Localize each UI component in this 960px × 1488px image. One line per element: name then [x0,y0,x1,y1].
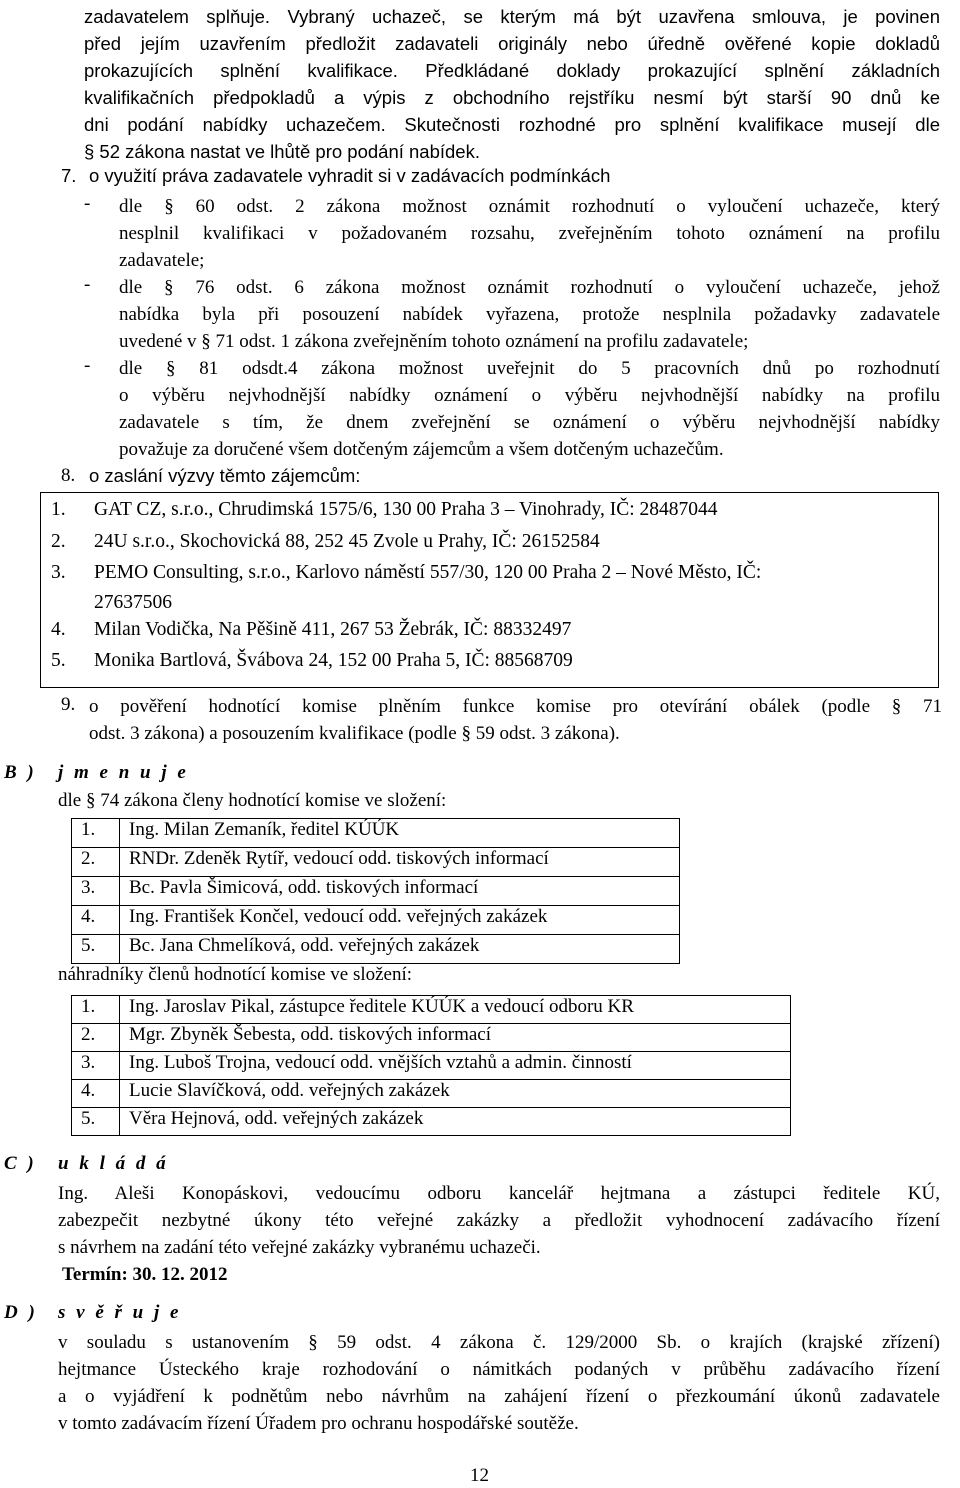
item-7-number: 7. [61,165,77,186]
item-7-title: o využití práva zadavatele vyhradit si v zadávacích podmínkách [89,165,611,186]
bullet-line: zadavatele; [119,250,205,271]
section-b-letter: B ) [4,762,37,783]
table-row [72,1080,791,1108]
row-number: 4. [72,1080,120,1108]
row-text: Věra Hejnová, odd. veřejných zakázek [120,1108,791,1136]
paragraph-line: hejtmance Ústeckého kraje rozhodování o námitkách podaných v průběhu zadávacího řízení [58,1359,940,1380]
row-number: 5. [51,650,66,671]
section-d-text [58,1329,940,1437]
table-row [72,1052,791,1080]
bullet-line: o výběru nejvhodnější nabídky oznámení o výběru nejvhodnější nabídky na profilu [119,385,940,406]
row-text: Bc. Pavla Šimicová, odd. tiskových informací [120,877,680,906]
row-number: 2. [72,848,120,877]
table-row [41,650,938,680]
section-d-verb: s v ě ř u j e [58,1302,182,1323]
item-9-text [89,693,942,747]
section-d-letter: D ) [4,1302,38,1323]
deadline: Termín: 30. 12. 2012 [62,1264,228,1285]
row-number: 2. [72,1024,120,1052]
paragraph-line: § 52 zákona nastat ve lhůtě pro podání nabídek. [84,141,480,162]
page-number: 12 [470,1465,489,1486]
row-number: 5. [72,1108,120,1136]
paragraph-line: před jejím uzavřením předložit zadavateli originály nebo úředně ověřené kopie dokladů [84,33,940,54]
row-number: 5. [72,935,120,964]
row-text: PEMO Consulting, s.r.o., Karlovo náměstí 557/30, 120 00 Praha 2 – Nové Město, IČ: [94,562,762,583]
row-number: 4. [51,619,66,640]
row-number: 1. [72,819,120,848]
row-text: GAT CZ, s.r.o., Chrudimská 1575/6, 130 00 Praha 3 – Vinohrady, IČ: 28487044 [94,499,718,520]
bullet-dash: - [84,193,91,214]
row-text: Ing. Jaroslav Pikal, zástupce ředitele KÚÚK a vedoucí odboru KR [120,996,791,1024]
substitutes-intro: náhradníky členů hodnotící komise ve složení: [58,964,413,985]
row-text: Mgr. Zbyněk Šebesta, odd. tiskových informací [120,1024,791,1052]
bullet-line: dle § 76 odst. 6 zákona možnost oznámit rozhodnutí o vyloučení uchazeče, jehož [119,277,940,298]
table-row [41,562,938,622]
section-c-letter: C ) [4,1153,37,1174]
paragraph-line: prokazujících splnění kvalifikace. Předkládané doklady prokazující splnění základních [84,60,940,81]
paragraph-line: zabezpečit nezbytné úkony této veřejné zakázky a předložit vyhodnocení zadávacího řízení [58,1210,940,1231]
table-row [72,819,680,848]
paragraph-line: odst. 3 zákona) a posouzením kvalifikace (podle § 59 odst. 3 zákona). [89,723,620,744]
item-9-number: 9. [61,694,76,715]
row-text: 24U s.r.o., Skochovická 88, 252 45 Zvole u Prahy, IČ: 26152584 [94,531,600,552]
table-row [72,1108,791,1136]
bullet-line: nesplnil kvalifikaci v požadovaném rozsahu, zveřejněním tohoto oznámení na profilu [119,223,940,244]
paragraph-line: o pověření hodnotící komise plněním funkce komise pro otevírání obálek (podle § 71 [89,696,942,717]
row-number: 3. [51,562,66,583]
substitutes-table [71,995,791,1136]
row-text: 27637506 [94,592,172,613]
row-text: Lucie Slavíčková, odd. veřejných zakázek [120,1080,791,1108]
invited-companies-table [40,492,939,688]
table-row [72,996,791,1024]
row-text: Bc. Jana Chmelíková, odd. veřejných zakázek [120,935,680,964]
table-row [41,531,938,561]
bullet-line: dle § 81 odsdt.4 zákona možnost uveřejnit do 5 pracovních dnů po rozhodnutí [119,358,940,379]
bullet-line: zadavatele s tím, že dnem zveřejnění se oznámení o výběru nejvhodnější nabídky [119,412,940,433]
row-number: 1. [72,996,120,1024]
bullet-line: uvedené v § 71 odst. 1 zákona zveřejněním tohoto oznámení na profilu zadavatele; [119,331,749,352]
continuation-paragraph [84,3,940,165]
bullet-line: nabídka byla při posouzení nabídek vyřazena, protože nesplnila požadavky zadavatele [119,304,940,325]
paragraph-line: v souladu s ustanovením § 59 odst. 4 zákona č. 129/2000 Sb. o krajích (krajské zřízení) [58,1332,940,1353]
bullet-dash: - [84,355,91,376]
section-c-text [58,1180,940,1261]
paragraph-line: Ing. Aleši Konopáskovi, vedoucímu odboru kancelář hejtmana a zástupci ředitele KÚ, [58,1183,940,1204]
row-text: Ing. Milan Zemaník, ředitel KÚÚK [120,819,680,848]
row-number: 3. [72,877,120,906]
paragraph-line: zadavatelem splňuje. Vybraný uchazeč, se kterým má být uzavřena smlouva, je povinen [84,6,940,27]
row-text: Ing. Luboš Trojna, vedoucí odd. vnějších vztahů a admin. činností [120,1052,791,1080]
table-row [41,619,938,649]
table-row [72,848,680,877]
table-row [41,499,938,529]
row-text: Ing. František Končel, vedoucí odd. veřejných zakázek [120,906,680,935]
paragraph-line: kvalifikačních předpokladů a výpis z obchodního rejstříku nesmí být starší 90 dnů ke [84,87,940,108]
paragraph-line: a o vyjádření k podnětům nebo návrhům na zahájení řízení o přezkoumání úkonů zadavatele [58,1386,940,1407]
bullet-line: považuje za doručené všem dotčeným zájemcům a všem dotčeným uchazečům. [119,439,724,460]
section-c-verb: u k l á d á [58,1153,169,1174]
row-text: Monika Bartlová, Švábova 24, 152 00 Praha 5, IČ: 88568709 [94,650,573,671]
paragraph-line: dni podání nabídky uchazečem. Skutečnosti rozhodné pro splnění kvalifikace musejí dle [84,114,940,135]
row-number: 2. [51,531,66,552]
row-number: 1. [51,499,66,520]
row-number: 3. [72,1052,120,1080]
table-row [72,1024,791,1052]
section-b-verb: j m e n u j e [58,762,189,783]
section-b-intro: dle § 74 zákona členy hodnotící komise ve složení: [58,790,447,811]
paragraph-line: s návrhem na zadání této veřejné zakázky vybranému uchazeči. [58,1237,541,1258]
paragraph-line: v tomto zadávacím řízení Úřadem pro ochranu hospodářské soutěže. [58,1413,579,1434]
row-number: 4. [72,906,120,935]
table-row [72,877,680,906]
table-row [72,906,680,935]
bullet-dash: - [84,274,91,295]
table-row [72,935,680,964]
row-text: Milan Vodička, Na Pěšině 411, 267 53 Žebrák, IČ: 88332497 [94,619,572,640]
item-8-title: o zaslání výzvy těmto zájemcům: [89,465,361,486]
row-text: RNDr. Zdeněk Rytíř, vedoucí odd. tiskových informací [120,848,680,877]
committee-members-table [71,818,680,964]
item-8-number: 8. [61,465,76,486]
bullet-line: dle § 60 odst. 2 zákona možnost oznámit rozhodnutí o vyloučení uchazeče, který [119,196,940,217]
